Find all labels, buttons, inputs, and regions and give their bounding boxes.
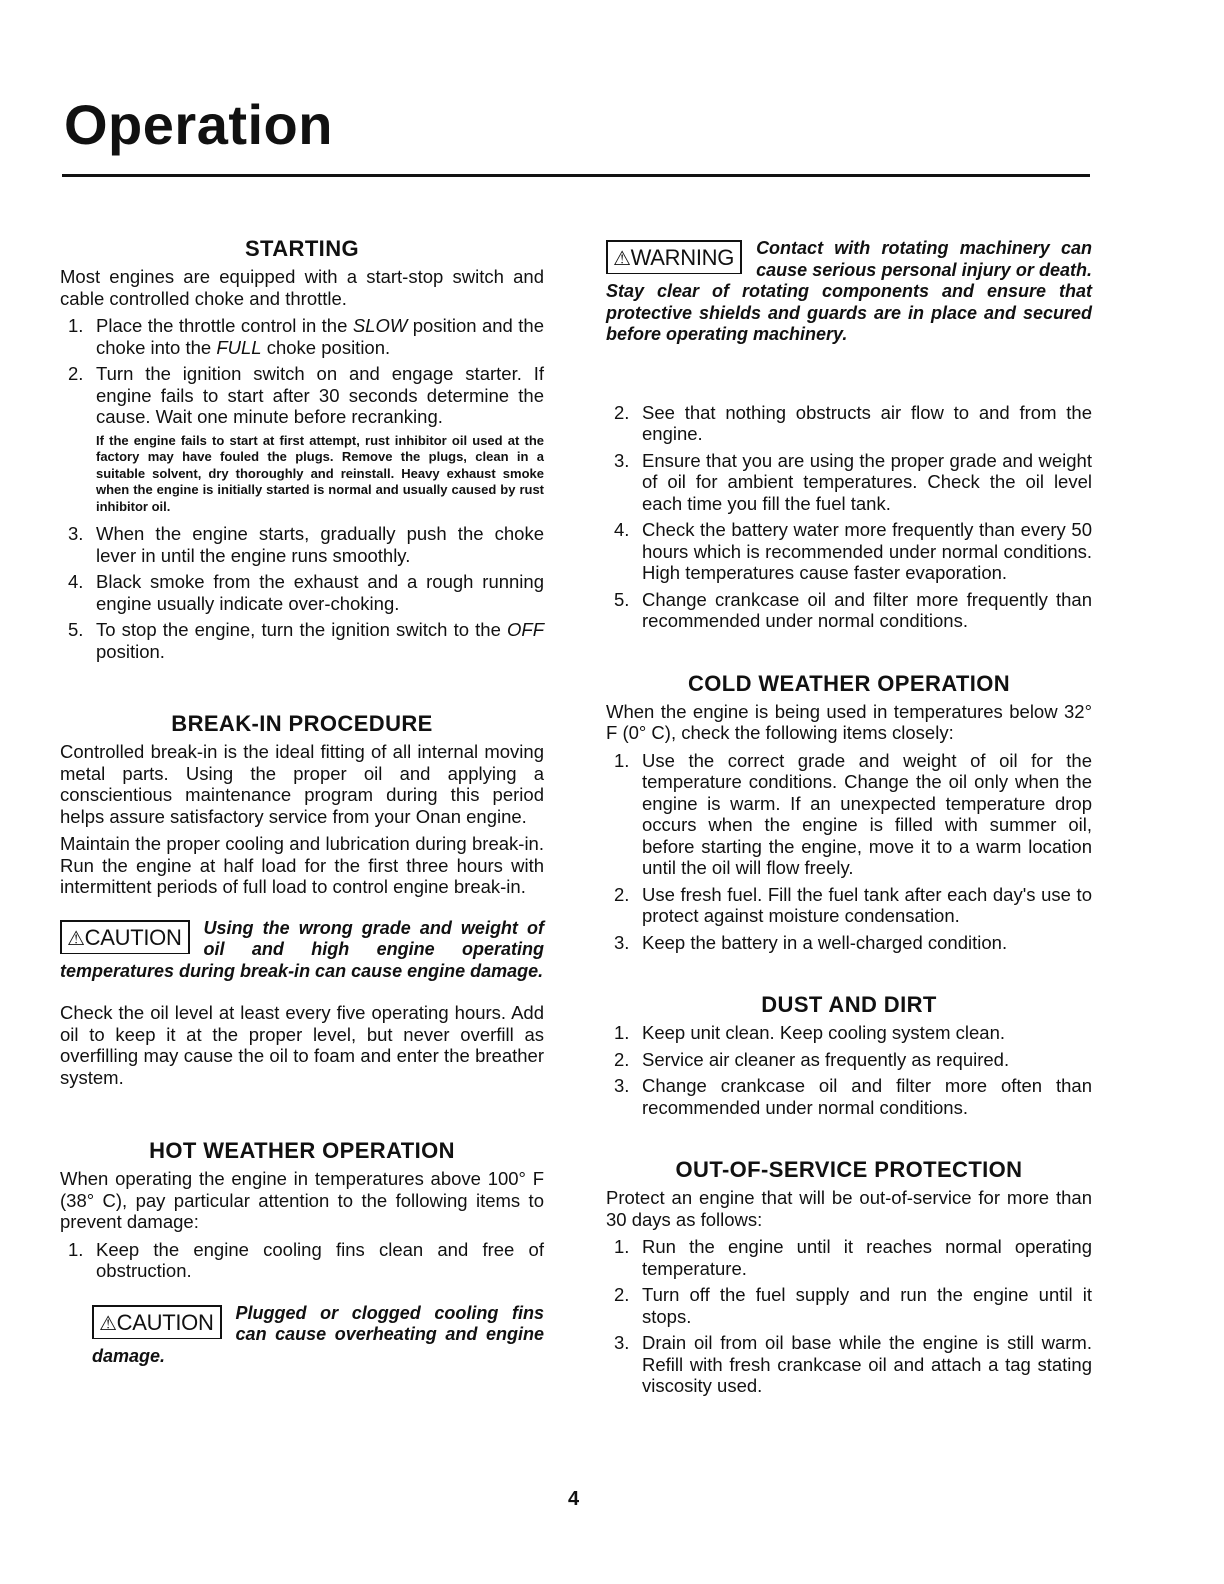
left-column: [60, 236, 544, 1367]
warning-box: [606, 238, 1092, 346]
warning-label: [606, 240, 742, 274]
item-number: 2.: [614, 401, 630, 423]
item-number: 3.: [614, 1075, 630, 1096]
starting-steps: [60, 315, 544, 428]
item-number: 3.: [614, 931, 630, 953]
item-text: Check the battery water more frequently than every 50 hours which is recommended under normal conditions. High temperatures cause faster evaporation.: [642, 519, 1092, 583]
item-number: 1.: [68, 315, 84, 336]
cold-weather-heading: COLD WEATHER OPERATION: [687, 670, 1011, 696]
page-title: Operation: [64, 93, 333, 156]
break-in-paragraph: Check the oil level at least every five operating hours. Add oil to keep it at the proper level, but never overfill as overfilling may cause the oil to foam and enter the breather system.: [60, 1002, 544, 1088]
item-text: Service air cleaner as frequently as required.: [642, 1048, 1010, 1070]
item-text: Keep the battery in a well-charged condition.: [642, 931, 1008, 953]
item-text: Keep the engine cooling fins clean and free of obstruction.: [96, 1238, 544, 1281]
item-text: Place the throttle control in the: [96, 315, 353, 336]
list-item: [606, 884, 1092, 927]
out-of-service-heading: OUT-OF-SERVICE PROTECTION: [675, 1157, 1023, 1182]
list-item: [606, 1332, 1092, 1397]
hot-weather-heading: HOT WEATHER OPERATION: [149, 1138, 455, 1163]
item-number: 1.: [614, 749, 630, 771]
list-item: [60, 363, 544, 428]
list-item: [606, 1022, 1092, 1044]
caution-box: [92, 1303, 544, 1368]
warning-label-text: WARNING: [630, 245, 735, 270]
starting-section: [60, 236, 544, 662]
item-text: Keep unit clean. Keep cooling system clean.: [642, 1022, 1006, 1043]
starting-note: If the engine fails to start at first attempt, rust inhibitor oil used at the factory may have fouled the plugs. Remove the plugs, clean in a suitable solvent, dry thoroughly and reinstall. Heavy exhaust smoke when the engine is initially started is normal and usually caused by rust inhibitor oil.: [96, 432, 544, 514]
item-emphasis: OFF: [507, 619, 544, 640]
item-text: Run the engine until it reaches normal operating temperature.: [642, 1236, 1092, 1279]
item-number: 3.: [68, 523, 84, 544]
caution-text: Plugged or clogged cooling fins can cause overheating and engine damage.: [92, 1302, 544, 1366]
title-divider: [62, 174, 1090, 177]
page-number: 4: [568, 1488, 580, 1510]
item-number: 1.: [614, 1236, 630, 1257]
item-text: See that nothing obstructs air flow to and from the engine.: [642, 401, 1092, 444]
list-item: [606, 589, 1092, 632]
cold-weather-intro: When the engine is being used in temperatures below 32° F (0° C), check the following items closely:: [606, 700, 1092, 743]
hot-weather-steps-cont: [606, 402, 1092, 632]
right-column: [606, 238, 1092, 1402]
hot-weather-intro: When operating the engine in temperatures above 100° F (38° C), pay particular attention to the following items to prevent damage:: [60, 1168, 544, 1232]
hot-weather-steps: [60, 1239, 544, 1282]
caution-text: Using the wrong grade and weight of oil and high engine operating temperatures during break-in can cause engine damage.: [60, 917, 544, 981]
dust-section: [606, 992, 1092, 1118]
warning-text: Contact with rotating machinery can cause serious personal injury or death. Stay clear of rotating components and ensure that protective shields and guards are in place and secured before operating machinery.: [606, 238, 1092, 344]
list-item: [606, 1075, 1092, 1118]
out-of-service-steps: [606, 1236, 1092, 1397]
list-item: [606, 519, 1092, 584]
item-text: Turn the ignition switch on and engage starter. If engine fails to start after 30 seconds determine the cause. Wait one minute before recranking.: [96, 363, 544, 427]
item-number: 1.: [68, 1238, 84, 1260]
cold-weather-section: [606, 671, 1092, 954]
item-number: 3.: [614, 449, 630, 471]
out-of-service-section: [606, 1157, 1092, 1397]
list-item: [60, 315, 544, 358]
item-text: Drain oil from oil base while the engine is still warm. Refill with fresh crankcase oil and attach a tag stating viscosity used.: [642, 1332, 1092, 1396]
list-item: [606, 1236, 1092, 1279]
warning-triangle-icon: ⚠: [99, 1312, 117, 1335]
starting-heading: STARTING: [244, 236, 359, 261]
item-emphasis: SLOW: [352, 315, 408, 336]
item-number: 2.: [68, 363, 84, 384]
list-item: [606, 1284, 1092, 1327]
item-text: When the engine starts, gradually push the choke lever in until the engine runs smoothly.: [96, 523, 544, 566]
caution-label-text: CAUTION: [116, 1309, 214, 1335]
out-of-service-intro: Protect an engine that will be out-of-service for more than 30 days as follows:: [606, 1187, 1092, 1230]
starting-intro: Most engines are equipped with a start-stop switch and cable controlled choke and throttle.: [60, 266, 544, 309]
list-item: [60, 1239, 544, 1282]
warning-triangle-icon: ⚠: [67, 927, 85, 950]
starting-steps-cont: [60, 523, 544, 662]
break-in-heading: BREAK-IN PROCEDURE: [171, 711, 433, 736]
list-item: [60, 571, 544, 614]
list-item: [60, 523, 544, 566]
item-text: To stop the engine, turn the ignition switch to the: [96, 619, 507, 640]
item-number: 2.: [614, 1048, 630, 1070]
caution-label-text: CAUTION: [84, 924, 182, 950]
list-item: [606, 750, 1092, 879]
item-text: position.: [96, 640, 165, 662]
item-text: Ensure that you are using the proper grade and weight of oil for ambient temperatures. Check the oil level each time you fill the fuel tank.: [642, 449, 1092, 514]
item-text: Turn off the fuel supply and run the engine until it stops.: [642, 1284, 1092, 1327]
break-in-paragraph: Controlled break-in is the ideal fitting of all internal moving metal parts. Using the proper oil and applying a conscientious maintenance program during this period helps assure satisfactory service from your Onan engine.: [60, 741, 544, 827]
list-item: [606, 402, 1092, 445]
item-text: Change crankcase oil and filter more frequently than recommended under normal conditions.: [642, 588, 1092, 631]
item-text: choke position.: [261, 336, 391, 358]
item-number: 5.: [68, 619, 84, 640]
caution-box: [60, 918, 544, 983]
item-number: 1.: [614, 1022, 630, 1043]
item-number: 5.: [614, 588, 630, 610]
item-number: 3.: [614, 1332, 630, 1353]
break-in-paragraph: Maintain the proper cooling and lubrication during break-in. Run the engine at half load for the first three hours with intermittent periods of full load to control engine break-in.: [60, 833, 544, 897]
list-item: [606, 1049, 1092, 1071]
item-text: Change crankcase oil and filter more often than recommended under normal conditions.: [642, 1075, 1092, 1118]
item-number: 4.: [68, 571, 84, 592]
dust-steps: [606, 1022, 1092, 1118]
item-number: 2.: [614, 883, 630, 905]
dust-heading: DUST AND DIRT: [761, 992, 937, 1017]
item-text: Use the correct grade and weight of oil for the temperature conditions. Change the oil only when the engine is warm. If an unexpected temperature drop occurs when the engine is filled with summer oil, before starting the engine, move it to a warm location until the oil will flow freely.: [642, 749, 1092, 878]
list-item: [606, 450, 1092, 515]
break-in-section: [60, 711, 544, 1088]
item-number: 4.: [614, 519, 630, 540]
item-number: 2.: [614, 1284, 630, 1305]
item-text: position and the choke into the: [96, 315, 544, 358]
caution-label: [92, 1305, 222, 1339]
cold-weather-steps: [606, 750, 1092, 954]
list-item: [606, 932, 1092, 954]
item-emphasis: FULL: [216, 336, 262, 358]
item-text: Use fresh fuel. Fill the fuel tank after each day's use to protect against moisture condensation.: [642, 883, 1092, 926]
hot-weather-section: [60, 1138, 544, 1367]
list-item: [60, 619, 544, 662]
warning-triangle-icon: ⚠: [613, 248, 631, 270]
item-text: Black smoke from the exhaust and a rough running engine usually indicate over-choking.: [96, 571, 544, 614]
caution-label: [60, 920, 190, 954]
